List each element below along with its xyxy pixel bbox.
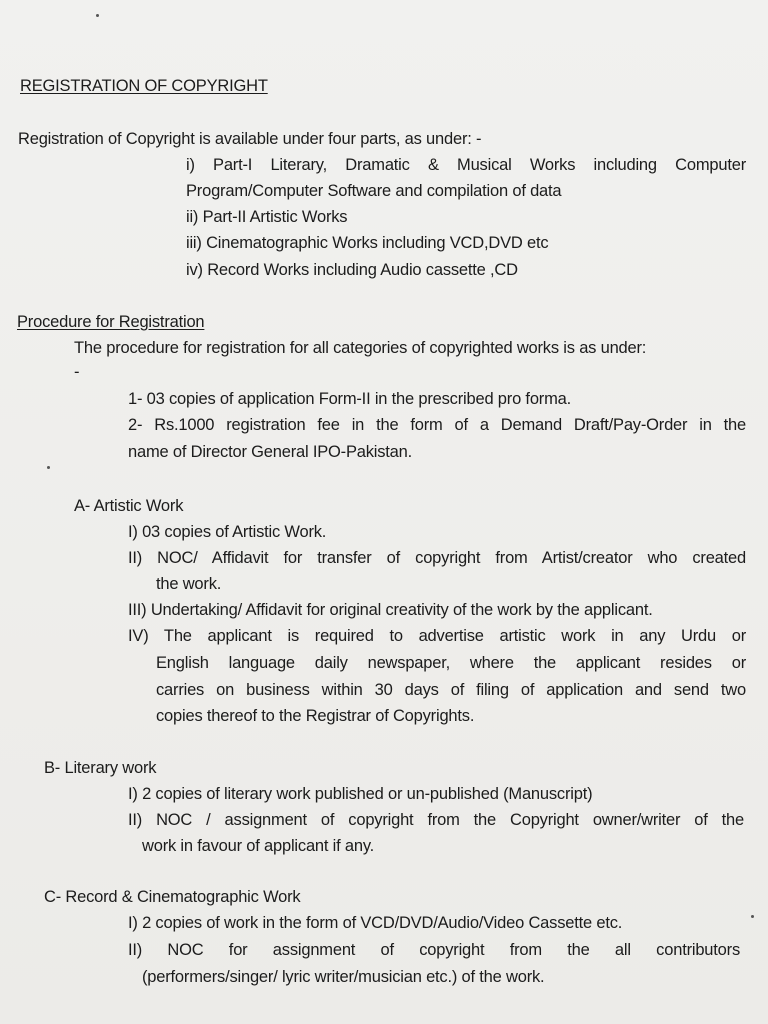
part-item: i) Part-I Literary, Dramatic & Musical Works including Computer [186,156,746,174]
record-heading: C- Record & Cinematographic Work [44,888,301,906]
artistic-heading: A- Artistic Work [74,497,184,515]
artistic-item: carries on business within 30 days of filing of application and send two [156,681,746,699]
procedure-step: 1- 03 copies of application Form-II in the prescribed pro forma. [128,390,571,408]
artistic-item: I) 03 copies of Artistic Work. [128,523,327,541]
procedure-step: 2- Rs.1000 registration fee in the form of a Demand Draft/Pay-Order in the [128,416,746,434]
document-title: REGISTRATION OF COPYRIGHT [20,77,268,95]
literary-heading: B- Literary work [44,759,157,777]
intro-text: Registration of Copyright is available under four parts, as under: - [18,130,482,148]
procedure-heading: Procedure for Registration [17,313,205,331]
literary-item: I) 2 copies of literary work published or un-published (Manuscript) [128,785,593,803]
artistic-item: IV) The applicant is required to advertise artistic work in any Urdu or [128,627,746,645]
procedure-step: name of Director General IPO-Pakistan. [128,443,413,461]
record-item: I) 2 copies of work in the form of VCD/DVD/Audio/Video Cassette etc. [128,914,623,932]
part-item: Program/Computer Software and compilation of data [186,182,562,200]
scan-speck [751,915,754,918]
artistic-item: English language daily newspaper, where the applicant resides or [156,654,746,672]
procedure-dash: - [74,363,80,381]
literary-item: work in favour of applicant if any. [142,837,375,855]
artistic-item: III) Undertaking/ Affidavit for original creativity of the work by the applicant. [128,601,653,619]
record-item: (performers/singer/ lyric writer/musician etc.) of the work. [142,968,545,986]
literary-item: II) NOC / assignment of copyright from the Copyright owner/writer of the [128,811,744,829]
part-item: iii) Cinematographic Works including VCD,DVD etc [186,234,549,252]
record-item: II) NOC for assignment of copyright from the all contributors [128,941,740,959]
part-item: ii) Part-II Artistic Works [186,208,348,226]
scan-speck [47,466,50,469]
procedure-text: The procedure for registration for all categories of copyrighted works is as under: [74,339,647,357]
part-item: iv) Record Works including Audio cassette ,CD [186,261,518,279]
artistic-item: copies thereof to the Registrar of Copyrights. [156,707,475,725]
scan-speck [96,14,99,17]
artistic-item: II) NOC/ Affidavit for transfer of copyright from Artist/creator who created [128,549,746,567]
artistic-item: the work. [156,575,222,593]
